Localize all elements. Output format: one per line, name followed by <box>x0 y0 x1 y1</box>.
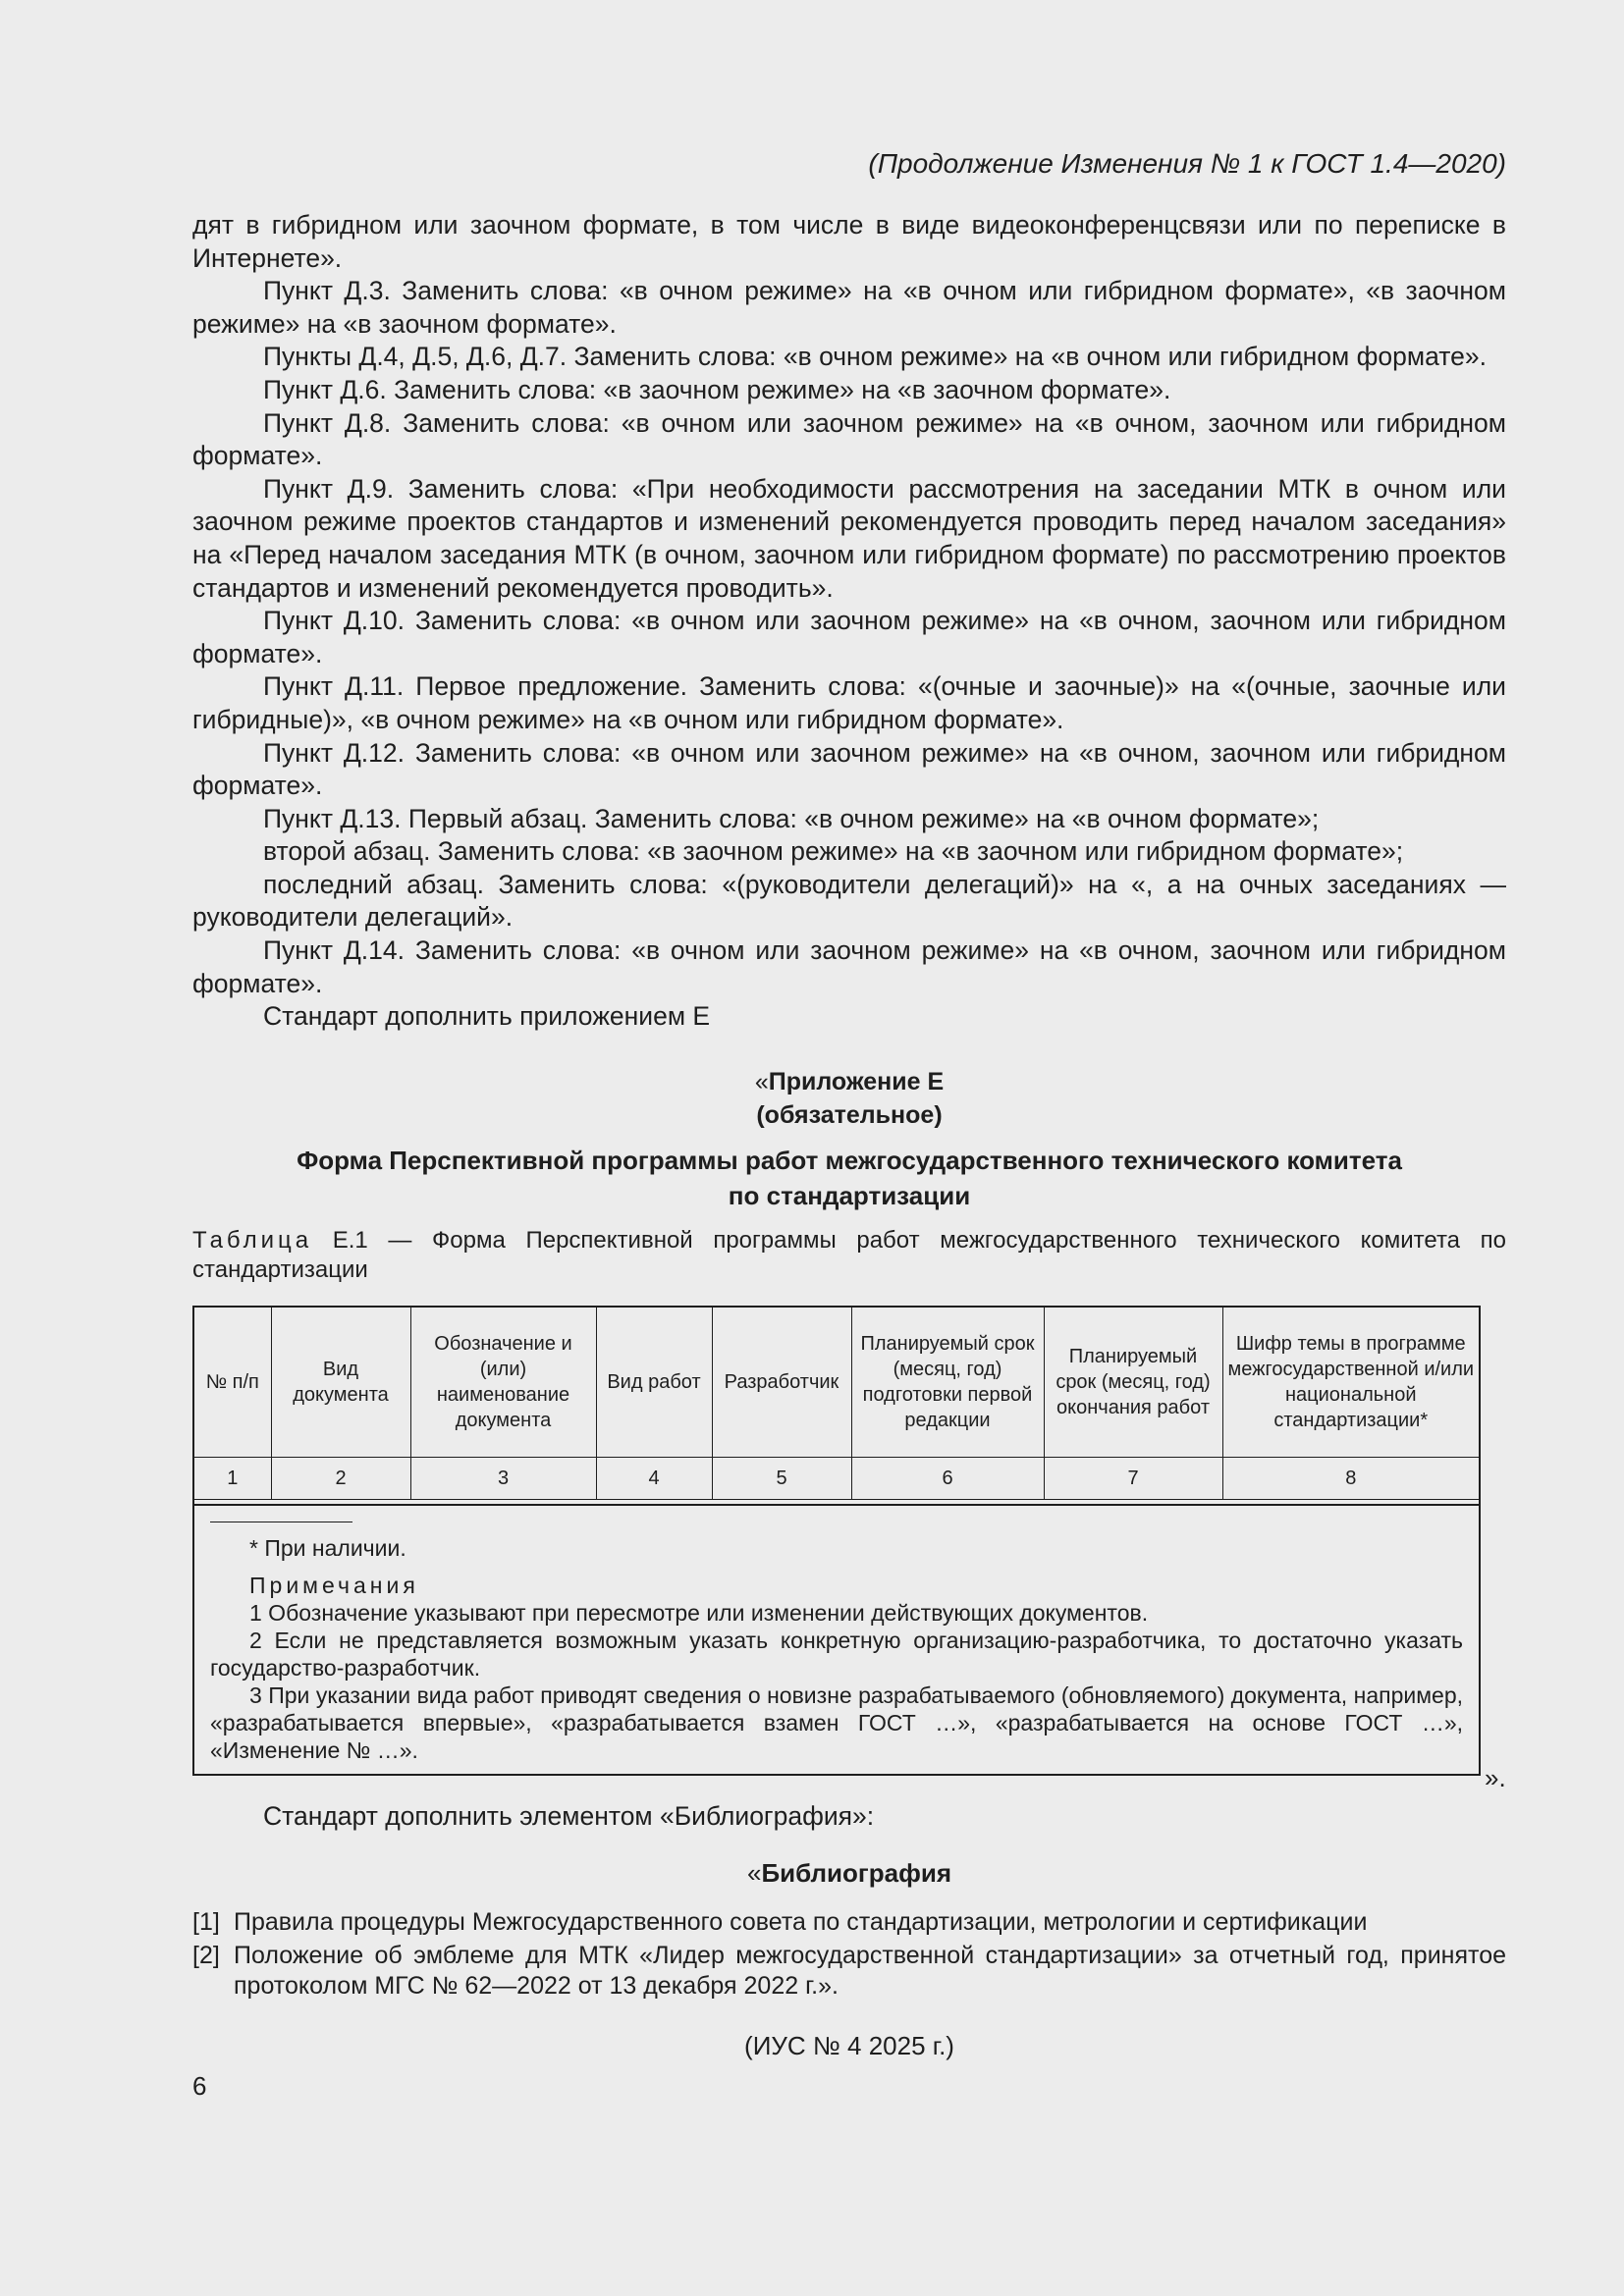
table-caption-label: Таблица <box>192 1227 313 1254</box>
bibliography-title: Библиография <box>761 1858 951 1888</box>
header-cell: Вид документа <box>271 1308 410 1458</box>
table-empty-row <box>194 1500 1479 1505</box>
bibliography-item <box>192 1941 1506 2002</box>
header-cell: Планируемый срок (месяц, год) окончания работ <box>1044 1308 1222 1458</box>
number-cell: 7 <box>1044 1458 1222 1500</box>
note: 1 Обозначение указывают при пересмотре или изменении действующих документов. <box>249 1600 1149 1626</box>
form-table <box>192 1306 1481 1776</box>
bibliography-item-number: [1] <box>192 1908 220 1936</box>
header-cell: Шифр темы в программе межгосударственной и/или национальной стандартизации* <box>1222 1308 1479 1458</box>
empty-cell <box>410 1500 596 1505</box>
notes-label-text: Примечания <box>249 1573 419 1598</box>
form-title-line: Форма Перспективной программы работ межгосударственного технического комитета <box>297 1146 1402 1175</box>
open-quote: « <box>746 1858 762 1888</box>
bibliography-list <box>192 1907 1506 2004</box>
empty-cell <box>1222 1500 1479 1505</box>
ius-reference: (ИУС № 4 2025 г.) <box>744 2031 954 2060</box>
closing-quote: ». <box>1485 1763 1506 1792</box>
form-title-line: по стандартизации <box>728 1181 971 1210</box>
body-text <box>192 209 1506 1034</box>
paragraph: Пункт Д.3. Заменить слова: «в очном режиме» на «в очном или гибридном формате», «в заочном режиме» на «в заочном формате». <box>192 276 1506 339</box>
paragraph: Пункт Д.12. Заменить слова: «в очном или заочном режиме» на «в очном, заочном или гибридном формате». <box>192 737 1506 801</box>
paragraph: Стандарт дополнить элементом «Библиография»: <box>263 1801 875 1831</box>
empty-cell <box>851 1500 1044 1505</box>
paragraph: Пункт Д.11. Первое предложение. Заменить слова: «(очные и заочные)» на «(очные, заочные или гибридные)», «в очном режиме» на «в очном или гибридном формате». <box>192 671 1506 734</box>
table-header-row <box>194 1308 1479 1458</box>
notes-label <box>210 1572 1463 1599</box>
bibliography-item-text: Правила процедуры Межгосударственного совета по стандартизации, метрологии и сертификации <box>234 1908 1368 1936</box>
paragraph: второй абзац. Заменить слова: «в заочном режиме» на «в заочном или гибридном формате»; <box>263 836 1404 867</box>
running-header: (Продолжение Изменения № 1 к ГОСТ 1.4—2020) <box>868 148 1506 179</box>
paragraph: Пункт Д.8. Заменить слова: «в очном или заочном режиме» на «в очном, заочном или гибридном формате». <box>192 407 1506 471</box>
number-cell: 6 <box>851 1458 1044 1500</box>
paragraph: Пункт Д.9. Заменить слова: «При необходимости рассмотрения на заседании МТК в очном или заочном режиме проектов стандартов и изменений рекомендуется проводить перед началом заседания» на «Перед началом заседания МТК (в очном, заочном или гибридном формате) по рассмотрению проектов стандартов и изменений рекомендуется проводить». <box>192 473 1506 603</box>
header-cell: Планируемый срок (месяц, год) подготовки первой редакции <box>851 1308 1044 1458</box>
empty-cell <box>712 1500 851 1505</box>
paragraph: Пункты Д.4, Д.5, Д.6, Д.7. Заменить слова: «в очном режиме» на «в очном или гибридном формате». <box>263 342 1487 372</box>
header-cell: Вид работ <box>596 1308 712 1458</box>
note: 3 При указании вида работ приводят сведения о новизне разрабатываемого (обновляемого) документа, например, «разрабатывается впервые», «разрабатывается взамен ГОСТ …», «разрабатывается на основе ГОСТ …», «Изменение № …». <box>210 1682 1463 1763</box>
after-table-text <box>192 1799 1506 1833</box>
table-notes <box>194 1505 1479 1774</box>
table-grid <box>194 1308 1479 1505</box>
header-cell: Разработчик <box>712 1308 851 1458</box>
paragraph: последний абзац. Заменить слова: «(руководители делегаций)» на «, а на очных заседаниях — руководители делегаций». <box>192 869 1506 933</box>
number-cell: 3 <box>410 1458 596 1500</box>
table-caption-text: Е.1 — Форма Перспективной программы работ межгосударственного технического комитета по стандартизации <box>192 1227 1506 1283</box>
bibliography-item-text: Положение об эмблеме для МТК «Лидер межгосударственной стандартизации» за отчетный год, принятое протоколом МГС № 62—2022 от 13 декабря 2022 г.». <box>234 1942 1506 2000</box>
paragraph: дят в гибридном или заочном формате, в том числе в виде видеоконференцсвязи или по переписке в Интернете». <box>192 210 1506 273</box>
number-cell: 1 <box>194 1458 271 1500</box>
table-caption <box>192 1226 1506 1285</box>
number-cell: 8 <box>1222 1458 1479 1500</box>
table-number-row <box>194 1458 1479 1500</box>
number-cell: 5 <box>712 1458 851 1500</box>
paragraph: Пункт Д.10. Заменить слова: «в очном или заочном режиме» на «в очном, заочном или гибридном формате». <box>192 606 1506 668</box>
note: 2 Если не представляется возможным указать конкретную организацию-разработчика, то достаточно указать государство-разработчик. <box>210 1628 1463 1681</box>
bibliography-item-number: [2] <box>192 1942 220 1969</box>
empty-cell <box>194 1500 271 1505</box>
bibliography-item <box>192 1907 1506 1938</box>
empty-cell <box>1044 1500 1222 1505</box>
footnote: * При наличии. <box>249 1535 406 1561</box>
number-cell: 4 <box>596 1458 712 1500</box>
form-title <box>192 1143 1506 1213</box>
page-number: 6 <box>192 2071 207 2101</box>
number-cell: 2 <box>271 1458 410 1500</box>
paragraph: Стандарт дополнить приложением Е <box>263 1001 711 1032</box>
appendix-title: Приложение Е <box>768 1068 945 1095</box>
header-cell: Обозначение и (или) наименование документа <box>410 1308 596 1458</box>
bibliography-heading <box>192 1858 1506 1889</box>
appendix-status: (обязательное) <box>756 1101 943 1129</box>
open-quote: « <box>754 1068 769 1095</box>
appendix-heading <box>192 1065 1506 1132</box>
paragraph: Пункт Д.14. Заменить слова: «в очном или заочном режиме» на «в очном, заочном или гибридном формате». <box>192 935 1506 998</box>
paragraph: Пункт Д.6. Заменить слова: «в заочном режиме» на «в заочном формате». <box>263 374 1171 404</box>
empty-cell <box>271 1500 410 1505</box>
header-cell: № п/п <box>194 1308 271 1458</box>
paragraph: Пункт Д.13. Первый абзац. Заменить слова: «в очном режиме» на «в очном формате»; <box>263 803 1320 833</box>
empty-cell <box>596 1500 712 1505</box>
